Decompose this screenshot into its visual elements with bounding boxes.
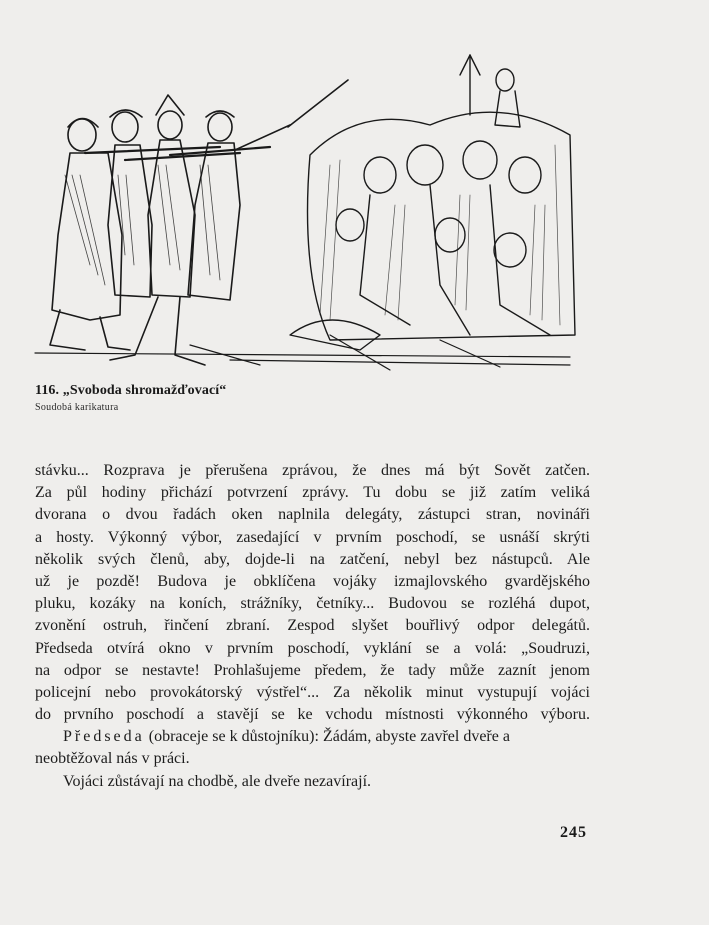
body-text (35, 460, 590, 793)
text-line: zvonění ostruh, řinčení zbraní. Zespod slyšet bouřlivý odpor delegátů. (35, 617, 590, 635)
text-line: dvorana o dvou řadách oken naplnila delegáty, zástupci stran, novináři (35, 506, 590, 524)
figure-number: 116. (35, 383, 60, 398)
text-line: stávku... Rozprava je přerušena zprávou, že dnes má být Sovět zatčen. (35, 462, 590, 479)
caricature-illustration (30, 35, 585, 375)
text-line: Předseda otvírá okno v prvním poschodí, vyklání se a volá: „Soudruzi, (35, 639, 590, 657)
text-line: policejní nebo provokátorský výstřel“... Za několik minut vystupují vojáci (35, 683, 590, 701)
text-line: už je pozdě! Budova je obklíčena vojáky izmajlovského gvardějského (35, 572, 590, 590)
figure-caption-title (35, 383, 226, 399)
text-line: na odpor se nestavte! Prohlašujeme předem, že tady může zaznít jenom (35, 661, 590, 679)
text-line: několik svých členů, aby, dojde-li na zatčení, nebyl bez nástupců. Ale (35, 550, 590, 568)
speech-line (35, 726, 590, 748)
text-line: a hosty. Výkonný výbor, zasedající v prvním poschodí, se usnáší skrýti (35, 528, 590, 546)
closing-line: Vojáci zůstávají na chodbě, ale dveře nezavírají. (63, 772, 372, 790)
figure-title: „Svoboda shromažďovací“ (62, 383, 227, 398)
text-line: pluku, kozáky na koních, strážníky, četníky... Budovou se rozléhá dupot, (35, 595, 590, 613)
text-line: Za půl hodiny přichází potvrzení zprávy. Tu dobu se již zatím veliká (35, 484, 590, 502)
speech-text: (obraceje se k důstojníku): Žádám, abyste zavřel dveře a (144, 728, 510, 746)
figure-caption-subtitle: Soudobá karikatura (35, 402, 119, 413)
page-number: 245 (560, 824, 587, 841)
text-line: do prvního poschodí a stavějí se ke vchodu místnosti výkonného výboru. (35, 706, 590, 724)
speaker-name: Předseda (63, 728, 145, 746)
speech-line-continued: neobtěžoval nás v práci. (35, 750, 190, 768)
